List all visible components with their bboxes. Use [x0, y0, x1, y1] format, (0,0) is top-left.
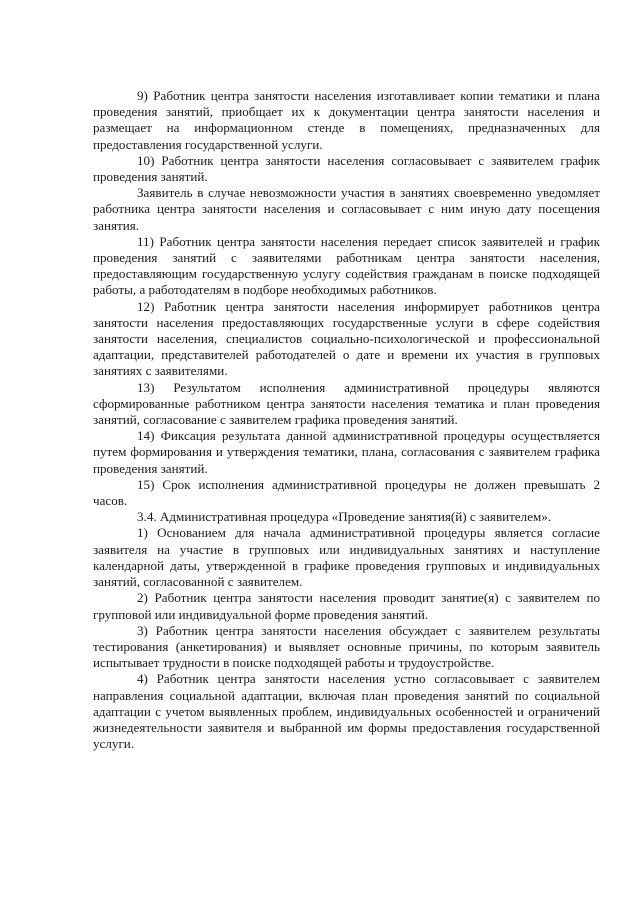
paragraph-12-informing: 12) Работник центра занятости населения информирует работников центра занятости населения предоставляющих государственные услуги в сфере содействия занятости населения, специалистов социально-психологической и профессиональной адаптации, представителей работодателей о дате и времени их участия в групповых занятиях с заявителями.: [93, 298, 600, 379]
paragraph-4-agreement: 4) Работник центра занятости населения устно согласовывает с заявителем направления социальной адаптации, включая план проведения занятий по социальной адаптации с учетом выявленных проблем, индивидуальных особенностей и ограничений жизнедеятельности заявителя и выбранной им формы предоставления государственной услуги.: [93, 671, 600, 752]
paragraph-9-copies: 9) Работник центра занятости населения изготавливает копии тематики и плана проведения занятий, приобщает их к документации центра занятости населения и размещает на информационном стенде в помещениях, предназначенных для предоставления государственной услуги.: [93, 88, 600, 152]
paragraph-13-result: 13) Результатом исполнения административной процедуры являются сформированные работником центра занятости населения тематика и план проведения занятий, согласование с заявителем графика проведения занятий.: [93, 379, 600, 428]
paragraph-2-conducting: 2) Работник центра занятости населения проводит занятие(я) с заявителем по групповой или индивидуальной форме проведения занятий.: [93, 590, 600, 622]
paragraph-11-list-transfer: 11) Работник центра занятости населения передает список заявителей и график проведения занятий с заявителями работникам центра занятости населения, предоставляющим государственную услугу содействия гражданам в поиске подходящей работы, а работодателям в подборе необходимых работников.: [93, 233, 600, 298]
paragraph-15-deadline: 15) Срок исполнения административной процедуры не должен превышать 2 часов.: [93, 476, 600, 509]
paragraph-1-basis: 1) Основанием для начала административной процедуры является согласие заявителя на участие в групповых или индивидуальных занятиях и наступление календарной даты, утвержденной в графике проведения групповых и индивидуальных занятий, согласованной с заявителем.: [93, 525, 600, 590]
paragraph-14-fixation: 14) Фиксация результата данной административной процедуры осуществляется путем формирования и утверждения тематики, плана, согласования с заявителем графика проведения занятий.: [93, 428, 600, 476]
paragraph-10-schedule: 10) Работник центра занятости населения согласовывает с заявителем график проведения занятий.: [93, 152, 600, 185]
paragraph-applicant-absence: Заявитель в случае невозможности участия в занятиях своевременно уведомляет работника центра занятости населения и согласовывает с ним иную дату посещения занятия.: [93, 185, 600, 233]
section-heading-3-4: 3.4. Административная процедура «Проведение занятия(й) с заявителем».: [137, 509, 552, 525]
document-body: [93, 88, 600, 752]
paragraph-3-discussion: 3) Работник центра занятости населения обсуждает с заявителем результаты тестирования (анкетирования) и выявляет основные причины, по которым заявитель испытывает трудности в поиске подходящей работы и трудоустройстве.: [93, 622, 600, 671]
